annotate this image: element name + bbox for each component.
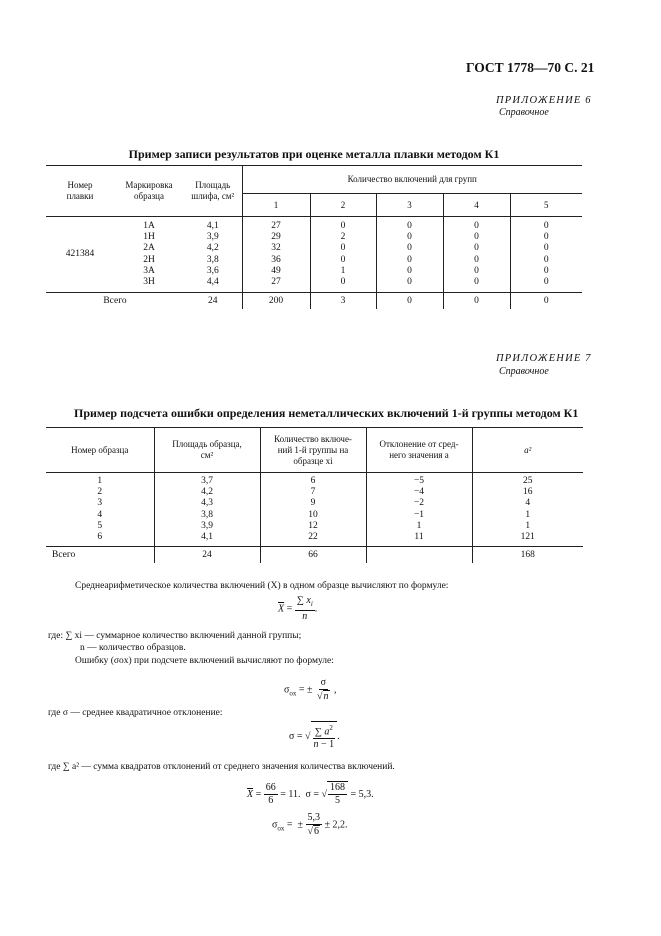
deviation-list: −5 −4 −2 −1 1 11 bbox=[366, 473, 472, 547]
deviation-squared-list: 25 16 4 1 1 121 bbox=[472, 473, 583, 547]
inclusion-count-list: 6 7 9 10 12 22 bbox=[260, 473, 366, 547]
col-inclusion-count: Количество включе- ний 1-й группы на образце xi bbox=[260, 428, 366, 473]
where-n: n — количество образцов. bbox=[80, 643, 186, 653]
total-inclusions: 66 bbox=[260, 547, 366, 564]
col-sample-number: Номер образца bbox=[46, 428, 154, 473]
col-group-header: Количество включений для групп bbox=[242, 166, 582, 194]
table-1-title: Пример записи результатов при оценке металла плавки методом К1 bbox=[128, 147, 500, 161]
area-list: 4,1 3,9 4,2 3,8 3,6 4,4 bbox=[206, 220, 219, 287]
sample-number-list: 1 2 3 4 5 6 bbox=[97, 475, 103, 543]
document-header: ГОСТ 1778—70 С. 21 bbox=[466, 60, 595, 75]
results-table bbox=[46, 165, 582, 309]
formula-sigma: σ = √ $\frac{\sum a^2}{n - 1}$ . bbox=[289, 721, 340, 751]
total-group-4: 0 bbox=[443, 293, 510, 310]
table-row bbox=[46, 473, 583, 547]
mean-description: Среднеарифметическое количества включений (X) в одном образце вычисляют по формуле: bbox=[75, 581, 449, 591]
col-deviation: Отклонение от сред- него значения a bbox=[366, 428, 472, 473]
appendix-7-title: ПРИЛОЖЕНИЕ 7 bbox=[496, 353, 592, 364]
group-1-list: 27 29 32 36 49 27 bbox=[242, 217, 310, 293]
appendix-7-subtitle: Справочное bbox=[499, 366, 549, 377]
total-group-5: 0 bbox=[510, 293, 582, 310]
total-area: 24 bbox=[184, 293, 242, 310]
error-table bbox=[46, 427, 583, 563]
melt-number: 421384 bbox=[65, 248, 95, 259]
total-area: 24 bbox=[154, 547, 260, 564]
formula-error-calc: $\sigma_{ox}$ = ± $\frac{5,3}{√6}$ ± 2,2. bbox=[272, 812, 348, 837]
group-1-header: 1 bbox=[242, 194, 310, 217]
marking-list: 1А 1Н 2А 2Н 3А 3Н bbox=[143, 220, 155, 287]
total-label: Всего bbox=[46, 547, 154, 564]
appendix-6-title: ПРИЛОЖЕНИЕ 6 bbox=[496, 95, 592, 106]
table-row bbox=[46, 217, 582, 293]
total-label: Всего bbox=[46, 293, 184, 310]
group-4-header: 4 bbox=[443, 194, 510, 217]
total-row bbox=[46, 547, 583, 564]
total-group-1: 200 bbox=[242, 293, 310, 310]
group-4-list: 0 0 0 0 0 0 bbox=[443, 217, 510, 293]
group-5-header: 5 bbox=[510, 194, 582, 217]
where-sum-a2: где ∑ a² — сумма квадратов отклонений от среднего значения количества включений. bbox=[48, 762, 395, 772]
formula-error: $\sigma_{ox}$ = ± $\frac{\sigma}{√n}$ , bbox=[284, 677, 337, 702]
total-group-2: 3 bbox=[310, 293, 376, 310]
total-deviation bbox=[366, 547, 472, 564]
col-deviation-squared: a² bbox=[472, 428, 583, 473]
group-5-list: 0 0 0 0 0 0 bbox=[510, 217, 582, 293]
group-3-list: 0 0 0 0 0 0 bbox=[376, 217, 443, 293]
table-2-title: Пример подсчета ошибки определения неметаллических включений 1-й группы методом К1 bbox=[74, 406, 579, 420]
formula-mean: $\overline{X}$ = $\frac{\sum x_i}{n}$ . bbox=[278, 595, 318, 622]
col-melt-number: Номер плавки bbox=[46, 166, 114, 217]
where-sum-x: где: ∑ xi — суммарное количество включений данной группы; bbox=[48, 631, 302, 641]
group-2-header: 2 bbox=[310, 194, 376, 217]
total-deviation-squared: 168 bbox=[472, 547, 583, 564]
error-description: Ошибку (σox) при подсчете включений вычисляют по формуле: bbox=[75, 656, 334, 666]
group-2-list: 0 2 0 0 1 0 bbox=[310, 217, 376, 293]
col-marking: Маркировка образца bbox=[114, 166, 184, 217]
appendix-6-subtitle: Справочное bbox=[499, 107, 549, 118]
formula-mean-calc: $\overline{X}$ = $\frac{66}{6}$ = 11. σ = √ $\frac{168}{5}$ = 5,3. bbox=[247, 782, 374, 806]
where-sigma: где σ — среднее квадратичное отклонение: bbox=[48, 708, 223, 718]
col-sample-area: Площадь образца, см² bbox=[154, 428, 260, 473]
total-group-3: 0 bbox=[376, 293, 443, 310]
group-3-header: 3 bbox=[376, 194, 443, 217]
total-row bbox=[46, 293, 582, 310]
sample-area-list: 3,7 4,2 4,3 3,8 3,9 4,1 bbox=[154, 473, 260, 547]
col-area: Площадь шлифа, см² bbox=[184, 166, 242, 217]
